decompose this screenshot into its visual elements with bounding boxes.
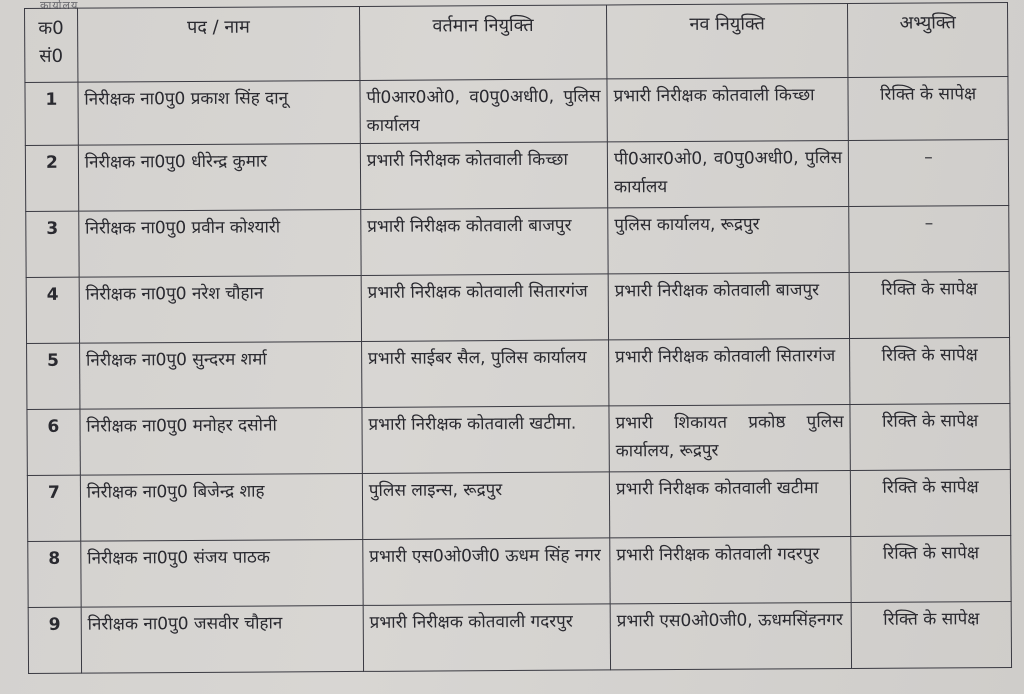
name-cell: निरीक्षक ना0पु0 मनोहर दसोनी — [80, 407, 362, 475]
new-posting-cell: प्रभारी शिकायत प्रकोष्ठ पुलिस कार्यालय, रूद्रपुर — [609, 404, 851, 471]
remark-cell: रिक्ति के सापेक्ष — [848, 76, 1008, 140]
new-posting-cell: प्रभारी निरीक्षक कोतवाली बाजपुर — [608, 272, 850, 339]
remark-cell: रिक्ति के सापेक्ष — [850, 403, 1010, 470]
name-cell: निरीक्षक ना0पु0 धीरेन्द्र कुमार — [78, 143, 360, 211]
name-cell: निरीक्षक ना0पु0 प्रवीन कोश्यारी — [79, 209, 361, 277]
remark-cell: रिक्ति के सापेक्ष — [851, 469, 1011, 536]
header-fragment: कार्यालय — [40, 0, 79, 12]
name-cell: निरीक्षक ना0पु0 प्रकाश सिंह दानू — [78, 80, 360, 145]
table-row — [28, 601, 1011, 673]
serial-cell: 3 — [26, 211, 79, 277]
new-posting-cell: प्रभारी एस0ओ0जी0, ऊधमसिंहनगर — [610, 602, 852, 669]
transfer-orders-table — [24, 2, 1012, 674]
name-cell: निरीक्षक ना0पु0 सुन्दरम शर्मा — [79, 341, 361, 409]
current-posting-cell: पी0आर0ओ0, व0पु0अधी0, पुलिस कार्यालय — [360, 79, 607, 144]
current-posting-cell: प्रभारी निरीक्षक कोतवाली किच्छा — [360, 142, 608, 210]
new-posting-cell: प्रभारी निरीक्षक कोतवाली सितारगंज — [609, 338, 851, 405]
table-row — [26, 205, 1009, 277]
serial-cell: 1 — [25, 82, 78, 145]
header-remarks: अभ्युक्ति — [848, 2, 1008, 77]
new-posting-cell: प्रभारी निरीक्षक कोतवाली खटीमा — [609, 470, 851, 537]
name-cell: निरीक्षक ना0पु0 नरेश चौहान — [79, 275, 361, 343]
remark-cell: रिक्ति के सापेक्ष — [849, 271, 1009, 338]
current-posting-cell: प्रभारी एस0ओ0जी0 ऊधम सिंह नगर — [363, 538, 611, 606]
table-row — [25, 139, 1008, 211]
table-row — [27, 469, 1010, 541]
new-posting-cell: प्रभारी निरीक्षक कोतवाली गदरपुर — [610, 536, 852, 603]
remark-cell: रिक्ति के सापेक्ष — [851, 601, 1011, 668]
table-row — [26, 271, 1009, 343]
table-row — [27, 337, 1010, 409]
serial-cell: 8 — [28, 541, 81, 607]
serial-cell: 2 — [25, 145, 78, 211]
name-cell: निरीक्षक ना0पु0 जसवीर चौहान — [81, 605, 363, 673]
table-row — [28, 535, 1011, 607]
table-header-row — [25, 2, 1008, 82]
header-serial: क0 सं0 — [25, 8, 78, 82]
header-name: पद / नाम — [77, 6, 360, 82]
serial-cell: 6 — [27, 409, 80, 475]
new-posting-cell: पुलिस कार्यालय, रूद्रपुर — [608, 206, 850, 273]
remark-cell: – — [849, 205, 1009, 272]
table-row — [27, 403, 1010, 475]
new-posting-cell: पी0आर0ओ0, व0पु0अधी0, पुलिस कार्यालय — [607, 140, 849, 207]
current-posting-cell: पुलिस लाइन्स, रूद्रपुर — [362, 472, 610, 540]
new-posting-cell: प्रभारी निरीक्षक कोतवाली किच्छा — [607, 77, 849, 141]
remark-cell: – — [848, 139, 1008, 206]
current-posting-cell: प्रभारी निरीक्षक कोतवाली सितारगंज — [361, 274, 609, 342]
table-row — [25, 76, 1008, 145]
serial-cell: 9 — [28, 607, 81, 673]
serial-cell: 5 — [27, 343, 80, 409]
serial-cell: 7 — [27, 475, 80, 541]
header-new-posting: नव नियुक्ति — [606, 3, 848, 78]
current-posting-cell: प्रभारी निरीक्षक कोतवाली खटीमा. — [362, 406, 610, 474]
serial-cell: 4 — [26, 277, 79, 343]
remark-cell: रिक्ति के सापेक्ष — [851, 535, 1011, 602]
header-current-posting: वर्तमान नियुक्ति — [359, 5, 607, 81]
remark-cell: रिक्ति के सापेक्ष — [850, 337, 1010, 404]
name-cell: निरीक्षक ना0पु0 संजय पाठक — [81, 539, 363, 607]
current-posting-cell: प्रभारी निरीक्षक कोतवाली गदरपुर — [363, 604, 611, 672]
current-posting-cell: प्रभारी साईबर सैल, पुलिस कार्यालय — [361, 340, 609, 408]
name-cell: निरीक्षक ना0पु0 बिजेन्द्र शाह — [80, 473, 362, 541]
current-posting-cell: प्रभारी निरीक्षक कोतवाली बाजपुर — [361, 208, 609, 276]
